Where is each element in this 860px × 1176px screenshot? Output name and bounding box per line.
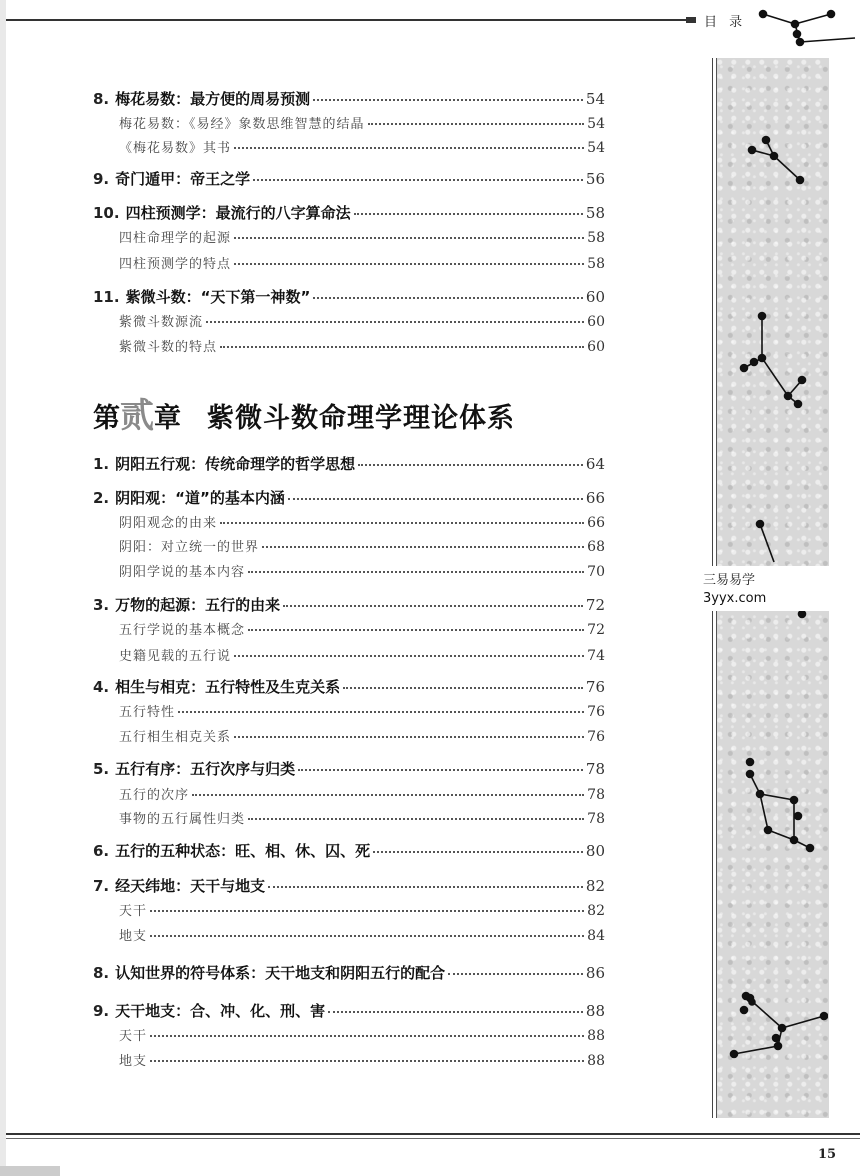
entry-title: 梅花易数：最方便的周易预测 [115, 90, 311, 108]
entry-number: 11. [93, 288, 120, 306]
toc-entry[interactable] [93, 875, 605, 896]
entry-page: 88 [587, 1053, 605, 1069]
entry-title: 经天纬地：天干与地支 [115, 877, 266, 895]
entry-page: 76 [585, 678, 605, 696]
dot-leader [234, 237, 584, 239]
dot-leader [288, 498, 583, 500]
entry-page: 60 [585, 288, 605, 306]
entry-title: 五行的次序 [119, 788, 190, 803]
entry-page: 60 [587, 339, 605, 355]
entry-title: 阴阳五行观：传统命理学的哲学思想 [115, 455, 356, 473]
entry-number: 1. [93, 455, 110, 473]
entry-page: 76 [587, 729, 605, 745]
toc-entry[interactable] [93, 487, 605, 508]
dot-leader [220, 522, 584, 524]
dot-leader [248, 629, 584, 631]
chapter-prefix: 第 [93, 403, 120, 434]
entry-title: 相生与相克：五行特性及生克关系 [115, 678, 341, 696]
dot-leader [248, 571, 584, 573]
entry-number: 9. [93, 1002, 110, 1020]
entry-page: 82 [587, 903, 605, 919]
dot-leader [234, 147, 584, 149]
entry-page: 64 [585, 455, 605, 473]
entry-page: 74 [587, 648, 605, 664]
entry-title: 地支 [119, 929, 148, 944]
entry-title: 五行学说的基本概念 [119, 623, 246, 638]
dot-leader [150, 1035, 584, 1037]
dot-leader [178, 711, 584, 713]
entry-page: 84 [587, 928, 605, 944]
toc-subentry[interactable] [93, 336, 605, 355]
chapter-title: 紫微斗数命理学理论体系 [207, 403, 515, 434]
entry-page: 82 [585, 877, 605, 895]
entry-title: 紫微斗数：“天下第一神数” [125, 288, 311, 306]
entry-page: 78 [587, 787, 605, 803]
toc-subentry[interactable] [93, 808, 605, 827]
chapter-heading [93, 388, 515, 437]
entry-page: 88 [585, 1002, 605, 1020]
entry-title: 认知世界的符号体系：天干地支和阴阳五行的配合 [115, 964, 446, 982]
entry-page: 72 [585, 596, 605, 614]
entry-page: 58 [587, 230, 605, 246]
toc-subentry[interactable] [93, 1025, 605, 1044]
dot-leader [248, 818, 584, 820]
entry-page: 58 [585, 204, 605, 222]
entry-title: 阴阳：对立统一的世界 [119, 540, 260, 555]
watermark-url: 3yyx.com [703, 591, 767, 606]
entry-page: 80 [585, 842, 605, 860]
dot-leader [358, 464, 583, 466]
dot-leader [283, 605, 583, 607]
page-corner [0, 1166, 60, 1176]
entry-number: 8. [93, 90, 110, 108]
dot-leader [313, 99, 583, 101]
toc-subentry[interactable] [93, 645, 605, 664]
dot-leader [268, 886, 583, 888]
entry-title: 地支 [119, 1054, 148, 1069]
entry-page: 70 [587, 564, 605, 580]
entry-number: 10. [93, 204, 120, 222]
watermark-name: 三易易学 [703, 573, 756, 588]
entry-title: 万物的起源：五行的由来 [115, 596, 281, 614]
entry-title: 紫微斗数源流 [119, 315, 204, 330]
toc-subentry[interactable] [93, 311, 605, 330]
toc-entry[interactable] [93, 286, 605, 307]
dot-leader [373, 851, 583, 853]
toc-subentry[interactable] [93, 113, 605, 132]
entry-title: 阴阳学说的基本内容 [119, 565, 246, 580]
entry-number: 6. [93, 842, 110, 860]
entry-number: 4. [93, 678, 110, 696]
entry-number: 8. [93, 964, 110, 982]
page-edge [0, 0, 6, 1176]
toc-entry[interactable] [93, 962, 605, 983]
toc-subentry[interactable] [93, 726, 605, 745]
entry-page: 68 [587, 539, 605, 555]
toc-subentry[interactable] [93, 512, 605, 531]
entry-page: 78 [585, 760, 605, 778]
entry-number: 5. [93, 760, 110, 778]
dot-leader [253, 179, 583, 181]
toc-subentry[interactable] [93, 925, 605, 944]
toc-subentry[interactable] [93, 253, 605, 272]
toc-subentry[interactable] [93, 1050, 605, 1069]
dot-leader [448, 973, 583, 975]
entry-number: 9. [93, 170, 110, 188]
footer-rule [6, 1133, 860, 1135]
toc-subentry[interactable] [93, 619, 605, 638]
dot-leader [192, 794, 584, 796]
constellation-icon [745, 0, 860, 58]
entry-page: 56 [585, 170, 605, 188]
dot-leader [220, 346, 584, 348]
chapter-suffix: 章 [154, 403, 181, 434]
entry-number: 3. [93, 596, 110, 614]
toc-subentry[interactable] [93, 900, 605, 919]
toc-entry[interactable] [93, 453, 605, 474]
dot-leader [234, 655, 584, 657]
dot-leader [150, 935, 584, 937]
entry-title: 《梅花易数》其书 [119, 141, 232, 156]
toc-entry[interactable] [93, 1000, 605, 1021]
toc-subentry[interactable] [93, 536, 605, 555]
entry-title: 五行相生相克关系 [119, 730, 232, 745]
dot-leader [262, 546, 584, 548]
toc-subentry[interactable] [93, 137, 605, 156]
entry-title: 四柱预测学：最流行的八字算命法 [125, 204, 351, 222]
entry-page: 54 [585, 90, 605, 108]
watermark [685, 566, 860, 611]
entry-title: 阴阳观念的由来 [119, 516, 218, 531]
page-number: 15 [818, 1147, 837, 1162]
dot-leader [328, 1011, 583, 1013]
toc-subentry[interactable] [93, 701, 605, 720]
entry-title: 紫微斗数的特点 [119, 340, 218, 355]
dot-leader [234, 736, 584, 738]
dot-leader [298, 769, 583, 771]
entry-page: 66 [587, 515, 605, 531]
toc-subentry[interactable] [93, 227, 605, 246]
entry-page: 76 [587, 704, 605, 720]
entry-page: 58 [587, 256, 605, 272]
entry-title: 梅花易数：《易经》象数思维智慧的结晶 [119, 117, 365, 132]
dot-leader [150, 1060, 584, 1062]
entry-title: 四柱命理学的起源 [119, 231, 232, 246]
toc-entry[interactable] [93, 88, 605, 109]
entry-page: 60 [587, 314, 605, 330]
toc-subentry[interactable] [93, 561, 605, 580]
footer-rule-thin [6, 1138, 860, 1139]
toc-entry[interactable] [93, 168, 605, 189]
dot-leader [354, 213, 583, 215]
entry-title: 天干 [119, 1029, 148, 1044]
entry-number: 2. [93, 489, 110, 507]
entry-page: 54 [587, 116, 605, 132]
entry-title: 天干地支：合、冲、化、刑、害 [115, 1002, 326, 1020]
entry-page: 88 [587, 1028, 605, 1044]
entry-title: 五行有序：五行次序与归类 [115, 760, 296, 778]
toc-entry[interactable] [93, 758, 605, 779]
header-label: 目 录 [704, 15, 747, 30]
toc-entry[interactable] [93, 594, 605, 615]
dot-leader [150, 910, 584, 912]
toc-entry[interactable] [93, 676, 605, 697]
entry-number: 7. [93, 877, 110, 895]
entry-page: 86 [585, 964, 605, 982]
entry-page: 72 [587, 622, 605, 638]
entry-title: 事物的五行属性归类 [119, 812, 246, 827]
entry-title: 阴阳观：“道”的基本内涵 [115, 489, 285, 507]
dot-leader [368, 123, 585, 125]
entry-title: 史籍见载的五行说 [119, 649, 232, 664]
entry-title: 五行的五种状态：旺、相、休、囚、死 [115, 842, 371, 860]
dot-leader [313, 297, 583, 299]
entry-title: 天干 [119, 904, 148, 919]
entry-title: 五行特性 [119, 705, 176, 720]
header-rule-marker [686, 17, 696, 23]
entry-title: 四柱预测学的特点 [119, 257, 232, 272]
chapter-number: 贰 [120, 396, 154, 436]
header-rule [6, 19, 690, 21]
dot-leader [206, 321, 584, 323]
dot-leader [234, 263, 584, 265]
toc-entry[interactable] [93, 840, 605, 861]
entry-page: 66 [585, 489, 605, 507]
entry-title: 奇门遁甲：帝王之学 [115, 170, 251, 188]
entry-page: 54 [587, 140, 605, 156]
toc-subentry[interactable] [93, 784, 605, 803]
toc-entry[interactable] [93, 202, 605, 223]
entry-page: 78 [587, 811, 605, 827]
dot-leader [343, 687, 583, 689]
